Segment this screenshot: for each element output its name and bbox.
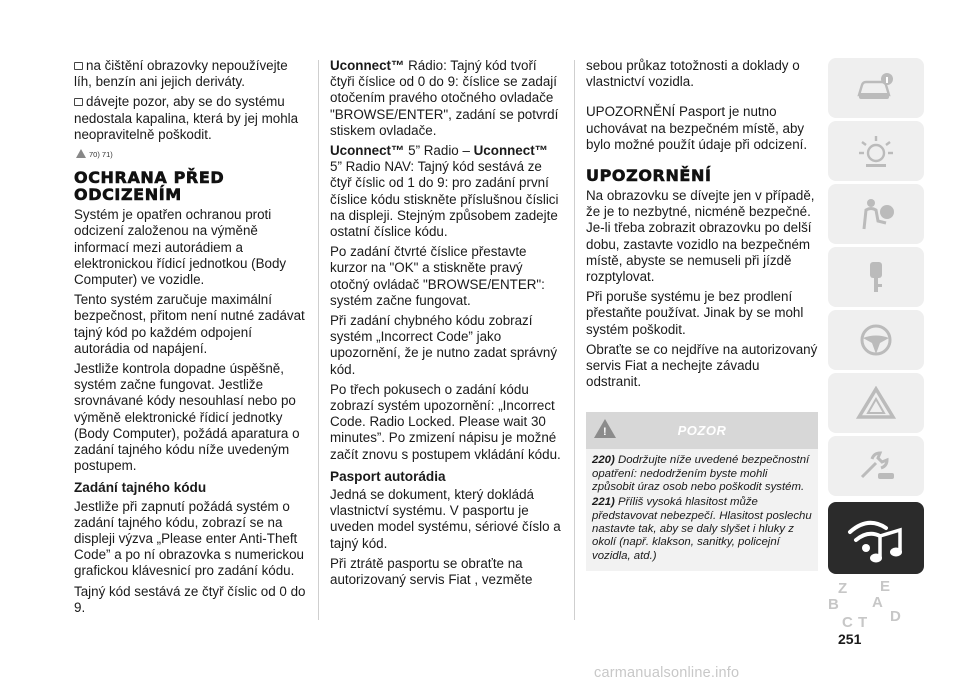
paragraph: Obraťte se co nejdříve na autorizovaný servis Fiat a nechejte závadu odstranit. — [586, 341, 818, 390]
paragraph: Na obrazovku se dívejte jen v případě, že je to nezbytné, nicméně bezpečné. Je-li třeba zobrazit obrazovku po delší dobu, zastavte vozidlo na bezpečném místě, abyste se nemuseli při jízdě rozptylovat. — [586, 188, 815, 285]
paragraph: UPOZORNĚNÍ Pasport je nutno uchovávat na bezpečném místě, aby bylo možné použít údaje při odcizení. — [586, 104, 808, 152]
column-divider — [318, 60, 319, 620]
paragraph: Uconnect™ 5” Radio – Uconnect™ 5” Radio NAV: Tajný kód sestává ze čtyř číslic od 1 do 9: pro zadání první číslice kódu stiskněte příslušnou číslici na displeji. Stejným způsobem zadejte ostatní číslice kódu. — [330, 143, 559, 240]
column-3 — [586, 58, 818, 571]
chapter-tab-driving[interactable] — [828, 310, 924, 370]
paragraph: Po zadání čtvrté číslice přestavte kurzor na "OK" a stiskněte pravý otočný ovládač "BROWSE/ENTER": systém začne fungovat. — [330, 244, 545, 308]
wrench-car-icon — [856, 449, 896, 483]
column-divider — [574, 60, 575, 620]
warning-title: POZOR — [677, 423, 727, 439]
chapter-tab-safety[interactable] — [828, 184, 924, 244]
paragraph: Při poruše systému je bez prodlení přestaňte používat. Jinak by se mohl systém poškodit. — [586, 289, 804, 337]
bullet-item: dávejte pozor, aby se do systému nedostala kapalina, která by jej mohla neopravitelně poškodit. — [74, 94, 299, 142]
section-heading: UPOZORNĚNÍ — [586, 166, 712, 186]
paragraph: Po třech pokusech o zadání kódu zobrazí systém upozornění: „Incorrect Code. Radio Locked. Please wait 30 minutes”. Po zmizení nápisu je možné začít znovu s postupem vkládání kódu. — [330, 381, 561, 462]
chapter-tab-emergency[interactable] — [828, 373, 924, 433]
bullet-item: na čištění obrazovky nepoužívejte líh, benzín ani jejich deriváty. — [74, 58, 288, 90]
paragraph: Uconnect™ Rádio: Tajný kód tvoří čtyři číslice od 0 do 9: číslice se zadají otočením pravého otočného ovladače "BROWSE/ENTER", zadání se potvrdí stiskem ovladače. — [330, 58, 559, 138]
bullet-icon — [74, 62, 83, 70]
paragraph: Jestliže kontrola dopadne úspěšně, systém začne fungovat. Jestliže srovnávané kódy nesouhlasí nebo po výměně elektronické řídicí jednotky (Body Computer), požádá aparatura o zadání tajného kódu níže uvedeným postupem. — [74, 361, 300, 474]
warning-triangle-icon: ! — [594, 419, 616, 438]
chapter-tab-maintenance[interactable] — [828, 436, 924, 496]
dashboard-lights-icon — [856, 134, 896, 168]
warning-body — [586, 449, 818, 570]
warning-triangle-icon — [76, 149, 86, 158]
warning-item: 221) Příliš vysoká hlasitost může představovat nebezpečí. Hlasitost poslechu nastavte tak, aby se daly slyšet i hluky z okolí (např. klakson, sanitky, policejní vozidla, atd.) — [592, 496, 812, 562]
column-2 — [330, 58, 562, 592]
bullet-icon — [74, 98, 83, 106]
paragraph: Tajný kód sestává ze čtyř číslic od 0 do 9. — [74, 583, 306, 615]
paragraph: Jedná se dokument, který dokládá vlastnictví systému. V pasportu je uveden model systému, sériové číslo a tajný kód. — [330, 487, 561, 551]
paragraph: Systém je opatřen ochranou proti odcizení založenou na výměně informací mezi autorádiem a elektronickou řídicí jednotkou (Body Computer) ve vozidle. — [74, 207, 287, 288]
index-letters-icon[interactable]: Z E B A C D T — [828, 578, 901, 631]
key-icon — [856, 260, 896, 294]
chapter-tab-car-info[interactable] — [828, 58, 924, 118]
warning-header — [586, 412, 818, 449]
chapter-sidebar — [828, 58, 924, 638]
watermark: carmanualsonline.info — [594, 665, 740, 681]
paragraph: sebou průkaz totožnosti a doklady o vlastnictví vozidla. — [586, 58, 800, 90]
chapter-tab-dashboard[interactable] — [828, 121, 924, 181]
multimedia-icon — [844, 514, 908, 564]
chapter-tab-starting[interactable] — [828, 247, 924, 307]
page-number: 251 — [838, 631, 862, 647]
chapter-tab-multimedia[interactable] — [828, 502, 924, 574]
seatbelt-airbag-icon — [856, 197, 896, 231]
warning-box — [586, 412, 818, 570]
steering-wheel-icon — [856, 323, 896, 357]
paragraph: Jestliže při zapnutí požádá systém o zadání tajného kódu, zobrazí se na displeji výzva „Please enter Anti-Theft Code” a po ní obrazovka s numerickou grafickou klávesnicí pro zadání kódu. — [74, 498, 304, 579]
car-info-icon — [856, 71, 896, 105]
paragraph: Tento systém zaručuje maximální bezpečnost, přitom není nutné zadávat tajný kód po každém odpojení autorádia od napájení. — [74, 292, 305, 356]
paragraph: Při ztrátě pasportu se obraťte na autorizovaný servis Fiat , vezměte — [330, 555, 533, 588]
column-1 — [74, 58, 306, 620]
warning-references: 70) 71) — [76, 147, 306, 163]
paragraph: Při zadání chybného kódu zobrazí systém „Incorrect Code” jako upozornění, že je nutno zadat správný kód. — [330, 313, 558, 377]
subheading: Zadání tajného kódu — [74, 480, 207, 496]
warning-triangle-icon — [856, 386, 896, 420]
warning-item: 220) Dodržujte níže uvedené bezpečnostní opatření: nedodržením byste mohli způsobit úraz osob nebo poškodit systém. — [592, 454, 810, 494]
subheading: Pasport autorádia — [330, 468, 446, 484]
section-heading: OCHRANA PŘED ODCIZENÍM — [74, 168, 225, 205]
